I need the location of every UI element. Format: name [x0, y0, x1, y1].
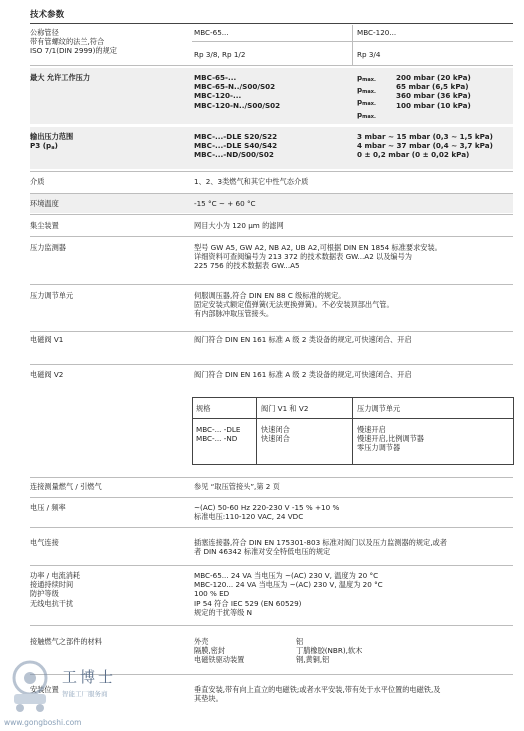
electrical-label: 电气连接	[30, 538, 59, 547]
table-header-spec: 规格	[196, 404, 211, 413]
table-header-valves: 阀门 V1 和 V2	[261, 404, 309, 413]
divider	[30, 23, 513, 24]
max-pressure-values: 200 mbar (20 kPa) 65 mbar (6,5 kPa) 360 mbar (36 kPa) 100 mbar (10 kPa)	[396, 73, 471, 110]
temperature-value: -15 °C ~ + 60 °C	[194, 199, 256, 208]
divider	[30, 527, 513, 528]
material-parts: 外壳 隔膜,密封 电磁铁驱动装置	[194, 637, 245, 665]
power-labels: 功率 / 电流消耗 接通持续时间 防护等级 无线电抗干扰	[30, 571, 81, 608]
column-divider	[352, 25, 353, 65]
divider	[30, 497, 513, 498]
pipe-size-col2-value: Rp 3/4	[357, 50, 381, 59]
divider	[30, 364, 513, 365]
divider	[30, 477, 513, 478]
watermark-url: www.gongboshi.com	[4, 718, 82, 727]
voltage-label: 电压 / 频率	[30, 503, 66, 512]
watermark-tagline: 智能工厂服务商	[62, 690, 108, 698]
max-pressure-symbols: $p_{max.}$ $p_{max.}$ $p_{max.}$ $p_{max.}$	[357, 73, 376, 120]
dust-collector-label: 集尘装置	[30, 221, 59, 230]
pipe-size-col1-value: Rp 3/8, Rp 1/2	[194, 50, 246, 59]
output-pressure-values: 3 mbar ~ 15 mbar (0,3 ~ 1,5 kPa) 4 mbar ~ 37 mbar (0,4 ~ 3,7 kPa) 0 ± 0,2 mbar (0 ± 0,02 kPa)	[357, 132, 493, 160]
table-col-regulator: 慢速开启 慢速开启,比例调节器 零压力调节器	[357, 425, 424, 453]
output-pressure-models: MBC-...-DLE S20/S22 MBC-...-DLE S40/S42 MBC-...-ND/S00/S02	[194, 132, 278, 160]
section-heading: 技术参数	[30, 9, 65, 19]
valve-v1-value: 阀门符合 DIN EN 161 标准 A 级 2 类设备的规定,可快速闭合、开启	[194, 335, 412, 344]
connection-value: 参见 “取压管接头”,第 2 页	[194, 482, 280, 491]
mounting-value: 垂直安装,带有向上直立的电磁铁;或者水平安装,带有处于水平位置的电磁铁,及 其垫块。	[194, 685, 441, 704]
electrical-value: 插塞连接器,符合 DIN EN 175301-803 标准对阀门以及压力监测器的规定,或者 者 DIN 46342 标准对安全特低电压的规定	[194, 538, 447, 557]
divider	[30, 65, 513, 66]
pressure-monitor-label: 压力监测器	[30, 243, 66, 252]
table-header-regulator: 压力调节单元	[357, 404, 401, 413]
material-label: 接触燃气之部件的材料	[30, 637, 102, 646]
material-values: 铝 丁腈橡胶(NBR),软木 钢,黄铜,铝	[296, 637, 363, 665]
divider	[30, 171, 513, 172]
max-pressure-label: 最大 允许工作压力	[30, 73, 91, 82]
valve-v1-label: 电磁阀 V1	[30, 335, 64, 344]
divider	[30, 284, 513, 285]
mounting-label: 安装位置	[30, 685, 59, 694]
pressure-monitor-value: 型号 GW A5, GW A2, NB A2, UB A2,可根据 DIN EN 1854 标准要求安装。 详细资料可查阅编号为 213 372 的技术数据表 GW...A2 以及编号为 225 756 的技术数据表 GW...A5	[194, 243, 442, 271]
column-divider	[352, 397, 353, 464]
output-pressure-label: 输出压力范围 P3 $(p_a)$	[30, 132, 74, 152]
max-pressure-models: MBC-65-... MBC-65-N../S00/S02 MBC-120-... MBC-120-N../S00/S02	[194, 73, 281, 110]
pipe-size-col2-header: MBC-120...	[357, 28, 397, 37]
pipe-size-label: 公称管径 带有管螺纹的法兰,符合 ISO 7/1(DIN 2999)的规定	[30, 28, 117, 56]
column-divider	[256, 397, 257, 464]
valve-v2-value: 阀门符合 DIN EN 161 标准 A 级 2 类设备的规定,可快速闭合、开启	[194, 370, 412, 379]
connection-label: 连接测量燃气 / 引燃气	[30, 482, 102, 491]
divider	[30, 565, 513, 566]
divider	[30, 331, 513, 332]
dust-collector-value: 网目大小为 120 µm 的滤网	[194, 221, 284, 230]
regulator-label: 压力调节单元	[30, 291, 74, 300]
power-values: MBC-65... 24 VA 当电压为 ~(AC) 230 V, 温度为 20 °C MBC-120... 24 VA 当电压为 ~(AC) 230 V, 温度为 20 °C 100 % ED IP 54 符合 IEC 529 (EN 60529) 规定的干扰等级 N	[194, 571, 383, 617]
divider	[30, 214, 513, 215]
valve-v2-label: 电磁阀 V2	[30, 370, 64, 379]
divider	[30, 625, 513, 626]
voltage-value: ~(AC) 50-60 Hz 220-230 V -15 % +10 % 标准电压:110-120 VAC, 24 VDC	[194, 503, 340, 522]
table-col-valves: 快速闭合 快速闭合	[261, 425, 290, 444]
divider	[30, 236, 513, 237]
pipe-size-col1-header: MBC-65...	[194, 28, 229, 37]
temperature-label: 环境温度	[30, 199, 59, 208]
watermark-brand: 工博士	[62, 668, 117, 686]
temperature-band	[30, 194, 513, 213]
regulator-value: 伺服调压器,符合 DIN EN 88 C 级标准的规定。 固定安装式额定值弹簧(无法更换弹簧)。不必安装顶部出气管。 有内部脉冲取压管接头。	[194, 291, 394, 319]
medium-value: 1、2、3类燃气和其它中性气态介质	[194, 177, 309, 186]
medium-label: 介质	[30, 177, 45, 186]
table-col-spec: MBC-... -DLE MBC-... -ND	[196, 425, 241, 444]
